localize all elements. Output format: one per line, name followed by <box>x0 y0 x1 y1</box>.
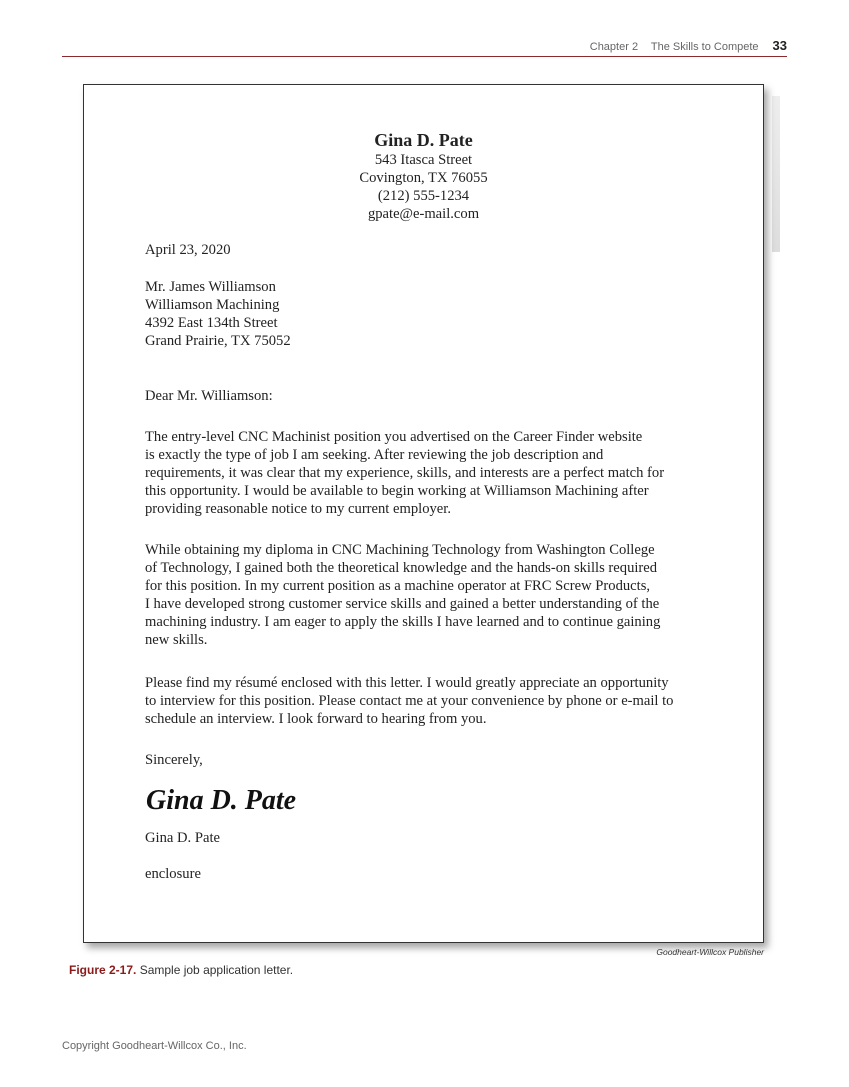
enclosure-note: enclosure <box>145 866 201 882</box>
text-line: is exactly the type of job I am seeking. After reviewing the job description and <box>145 447 604 464</box>
text-line: schedule an interview. I look forward to hearing from you. <box>145 711 487 728</box>
text-line: machining industry. I am eager to apply the skills I have learned and to continue gaining <box>145 614 661 631</box>
copyright: Copyright Goodheart-Willcox Co., Inc. <box>62 1040 247 1052</box>
paragraph-2 <box>145 541 660 650</box>
header-rule <box>62 56 787 57</box>
caption-text: Sample job application letter. <box>136 963 294 977</box>
recipient-line: 4392 East 134th Street <box>145 315 278 332</box>
address-line: 543 Itasca Street <box>374 152 473 168</box>
text-line: Please find my résumé enclosed with this letter. I would greatly appreciate an opportunity <box>145 675 669 691</box>
text-line: to interview for this position. Please contact me at your convenience by phone or e-mail to <box>145 693 674 710</box>
closing: Sincerely, <box>145 752 203 768</box>
page-number: 33 <box>772 38 787 53</box>
phone: (212) 555-1234 <box>377 188 470 205</box>
figure-credit: Goodheart-Willcox Publisher <box>656 947 764 957</box>
chapter-title: The Skills to Compete <box>650 41 759 53</box>
paragraph-3 <box>145 674 673 728</box>
text-line: this opportunity. I would be available to begin working at Williamson Machining after <box>145 483 649 500</box>
page-edge-shadow <box>772 96 780 252</box>
text-line: for this position. In my current position as a machine operator at FRC Screw Products, <box>145 578 651 595</box>
text-line: requirements, it was clear that my experience, skills, and interests are a perfect match for <box>145 465 665 482</box>
handwritten-signature: Gina D. Pate <box>146 785 297 816</box>
text-line: providing reasonable notice to my current employer. <box>145 501 451 518</box>
recipient-line: Grand Prairie, TX 75052 <box>145 333 291 350</box>
salutation: Dear Mr. Williamson: <box>145 388 273 404</box>
typed-name: Gina D. Pate <box>145 830 220 846</box>
text-line: of Technology, I gained both the theoretical knowledge and the hands-on skills required <box>145 560 658 577</box>
chapter-label: Chapter 2 <box>589 41 639 53</box>
paragraph-1 <box>145 428 664 518</box>
text-line: While obtaining my diploma in CNC Machining Technology from Washington College <box>145 542 655 558</box>
running-header <box>590 38 787 53</box>
recipient-address <box>145 278 291 350</box>
figure-caption <box>69 963 293 977</box>
address-line: Covington, TX 76055 <box>359 170 488 187</box>
sender-name: Gina D. Pate <box>374 130 473 150</box>
text-line: I have developed strong customer service skills and gained a better understanding of the <box>145 596 660 613</box>
sender-address <box>84 151 763 223</box>
letter-date: April 23, 2020 <box>145 242 231 258</box>
figure-label: Figure 2-17. <box>69 963 137 977</box>
recipient-line: Williamson Machining <box>145 297 280 314</box>
letter-figure <box>83 84 764 943</box>
text-line: The entry-level CNC Machinist position you advertised on the Career Finder website <box>145 429 643 445</box>
recipient-line: Mr. James Williamson <box>145 279 276 295</box>
text-line: new skills. <box>145 632 208 649</box>
email: gpate@e-mail.com <box>367 206 480 223</box>
